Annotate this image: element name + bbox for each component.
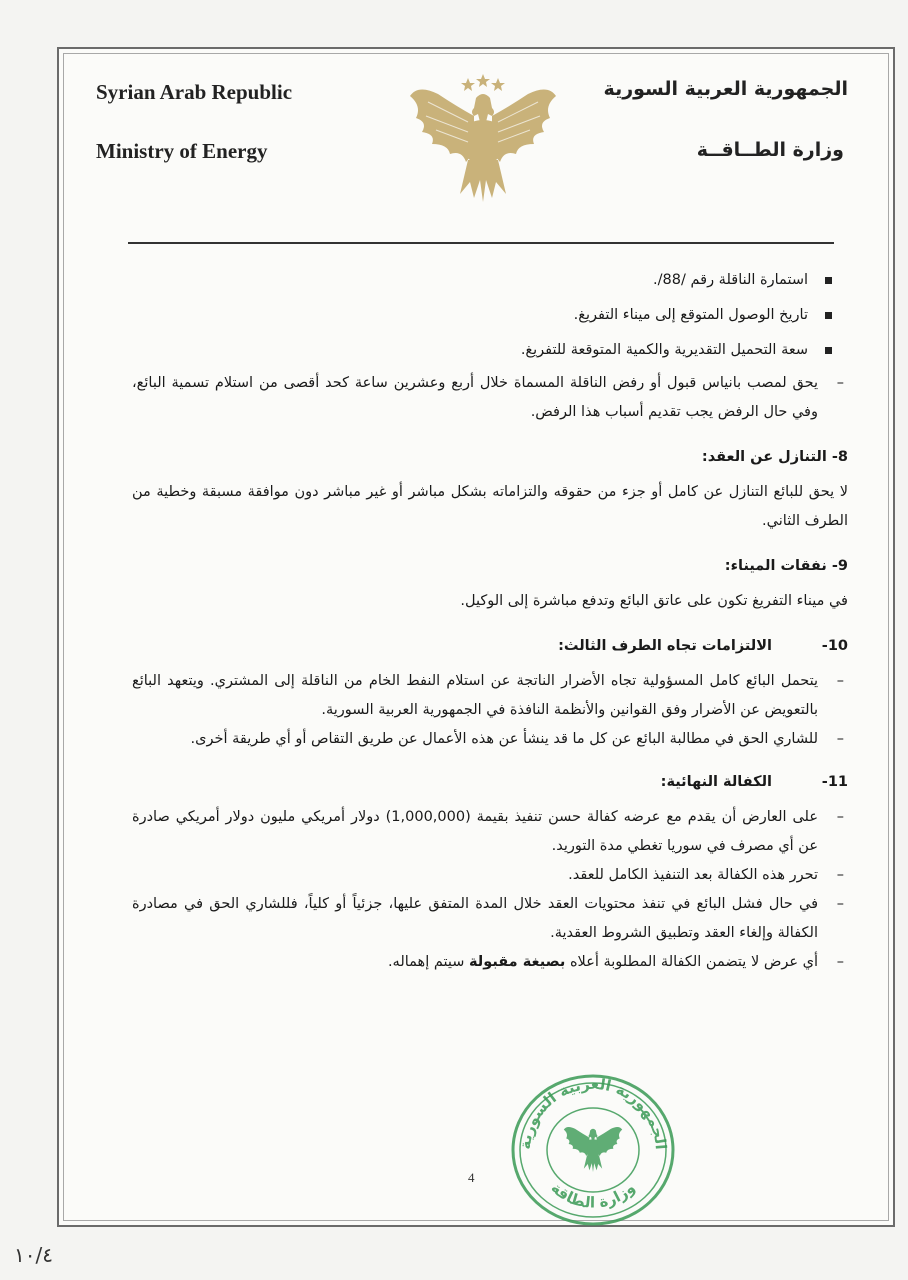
page-number: 4 — [468, 1170, 475, 1185]
list-item: – تحرر هذه الكفالة بعد التنفيذ الكامل للعقد. — [568, 867, 844, 883]
document-body — [132, 266, 848, 977]
list-item: تاريخ الوصول المتوقع إلى ميناء التفريغ. — [132, 301, 848, 330]
section-8-text: لا يحق للبائع التنازل عن كامل أو جزء من حقوقه والتزاماته بشكل مباشر أو غير مباشر دون موافقة مسبقة وخطية من الطرف الثاني. — [132, 484, 848, 529]
ministry-stamp — [508, 1068, 678, 1228]
section-heading-9: 9- نفقات الميناء: — [724, 558, 848, 574]
header-english-country: Syrian Arab Republic — [96, 80, 293, 104]
list-item: – للشاري الحق في مطالبة البائع عن كل ما قد ينشأ عن هذه الأعمال عن طريق التقاص أو أي طريقة أخرى. — [190, 731, 844, 747]
svg-text:الجمهورية العربية السورية: الجمهورية العربية السورية — [515, 1074, 670, 1151]
svg-text:وزارة الطاقة: وزارة الطاقة — [547, 1178, 639, 1212]
list-item: – في حال فشل البائع في تنفذ محتويات العقد خلال المدة المتفق عليها، جزئياً أو كلياً، فللشاري الحق في مصادرة الكفالة وإلغاء العقد وتطبيق الشروط العقدية. — [132, 896, 844, 941]
list-item: سعة التحميل التقديرية والكمية المتوقعة للتفريغ. — [132, 336, 848, 365]
list-item: استمارة الناقلة رقم /88/. — [132, 266, 848, 295]
section-heading-10: 10-الالتزامات تجاه الطرف الثالث: — [558, 638, 848, 654]
list-item: – على العارض أن يقدم مع عرضه كفالة حسن تنفيذ بقيمة (1,000,000) دولار أمريكي مليون دولار أمريكي صادرة عن أي مصرف في سوريا تغطي مدة التوريد. — [132, 809, 844, 854]
section-9-text: في ميناء التفريغ تكون على عاتق البائع وتدفع مباشرة إلى الوكيل. — [460, 593, 848, 609]
list-item: – يتحمل البائع كامل المسؤولية تجاه الأضرار الناتجة عن استلام النفط الخام من الناقلة إلى المشتري. ويتعهد البائع بالتعويض عن الأضرار وفق القوانين والأنظمة النافذة في الجمهورية العربية السورية. — [132, 673, 844, 718]
handwritten-page-mark: ١٠/٤ — [14, 1243, 53, 1267]
eagle-emblem-icon — [408, 72, 558, 204]
header-arabic-ministry: وزارة الطــاقــة — [696, 139, 844, 161]
list-item: – أي عرض لا يتضمن الكفالة المطلوبة أعلاه بصيغة مقبولة سيتم إهماله. — [387, 954, 844, 970]
list-item: – يحق لمصب بانياس قبول أو رفض الناقلة المسماة خلال أربع وعشرين ساعة كحد أقصى من استلام تسمية البائع، وفي حال الرفض يجب تقديم أسباب هذا الرفض. — [132, 375, 844, 420]
header-english-ministry: Ministry of Energy — [96, 139, 268, 163]
header-divider — [128, 242, 834, 244]
section-heading-8: 8- التنازل عن العقد: — [701, 449, 848, 465]
header-arabic-country: الجمهورية العربية السورية — [603, 78, 848, 100]
section-heading-11: 11-الكفالة النهائية: — [660, 774, 848, 790]
